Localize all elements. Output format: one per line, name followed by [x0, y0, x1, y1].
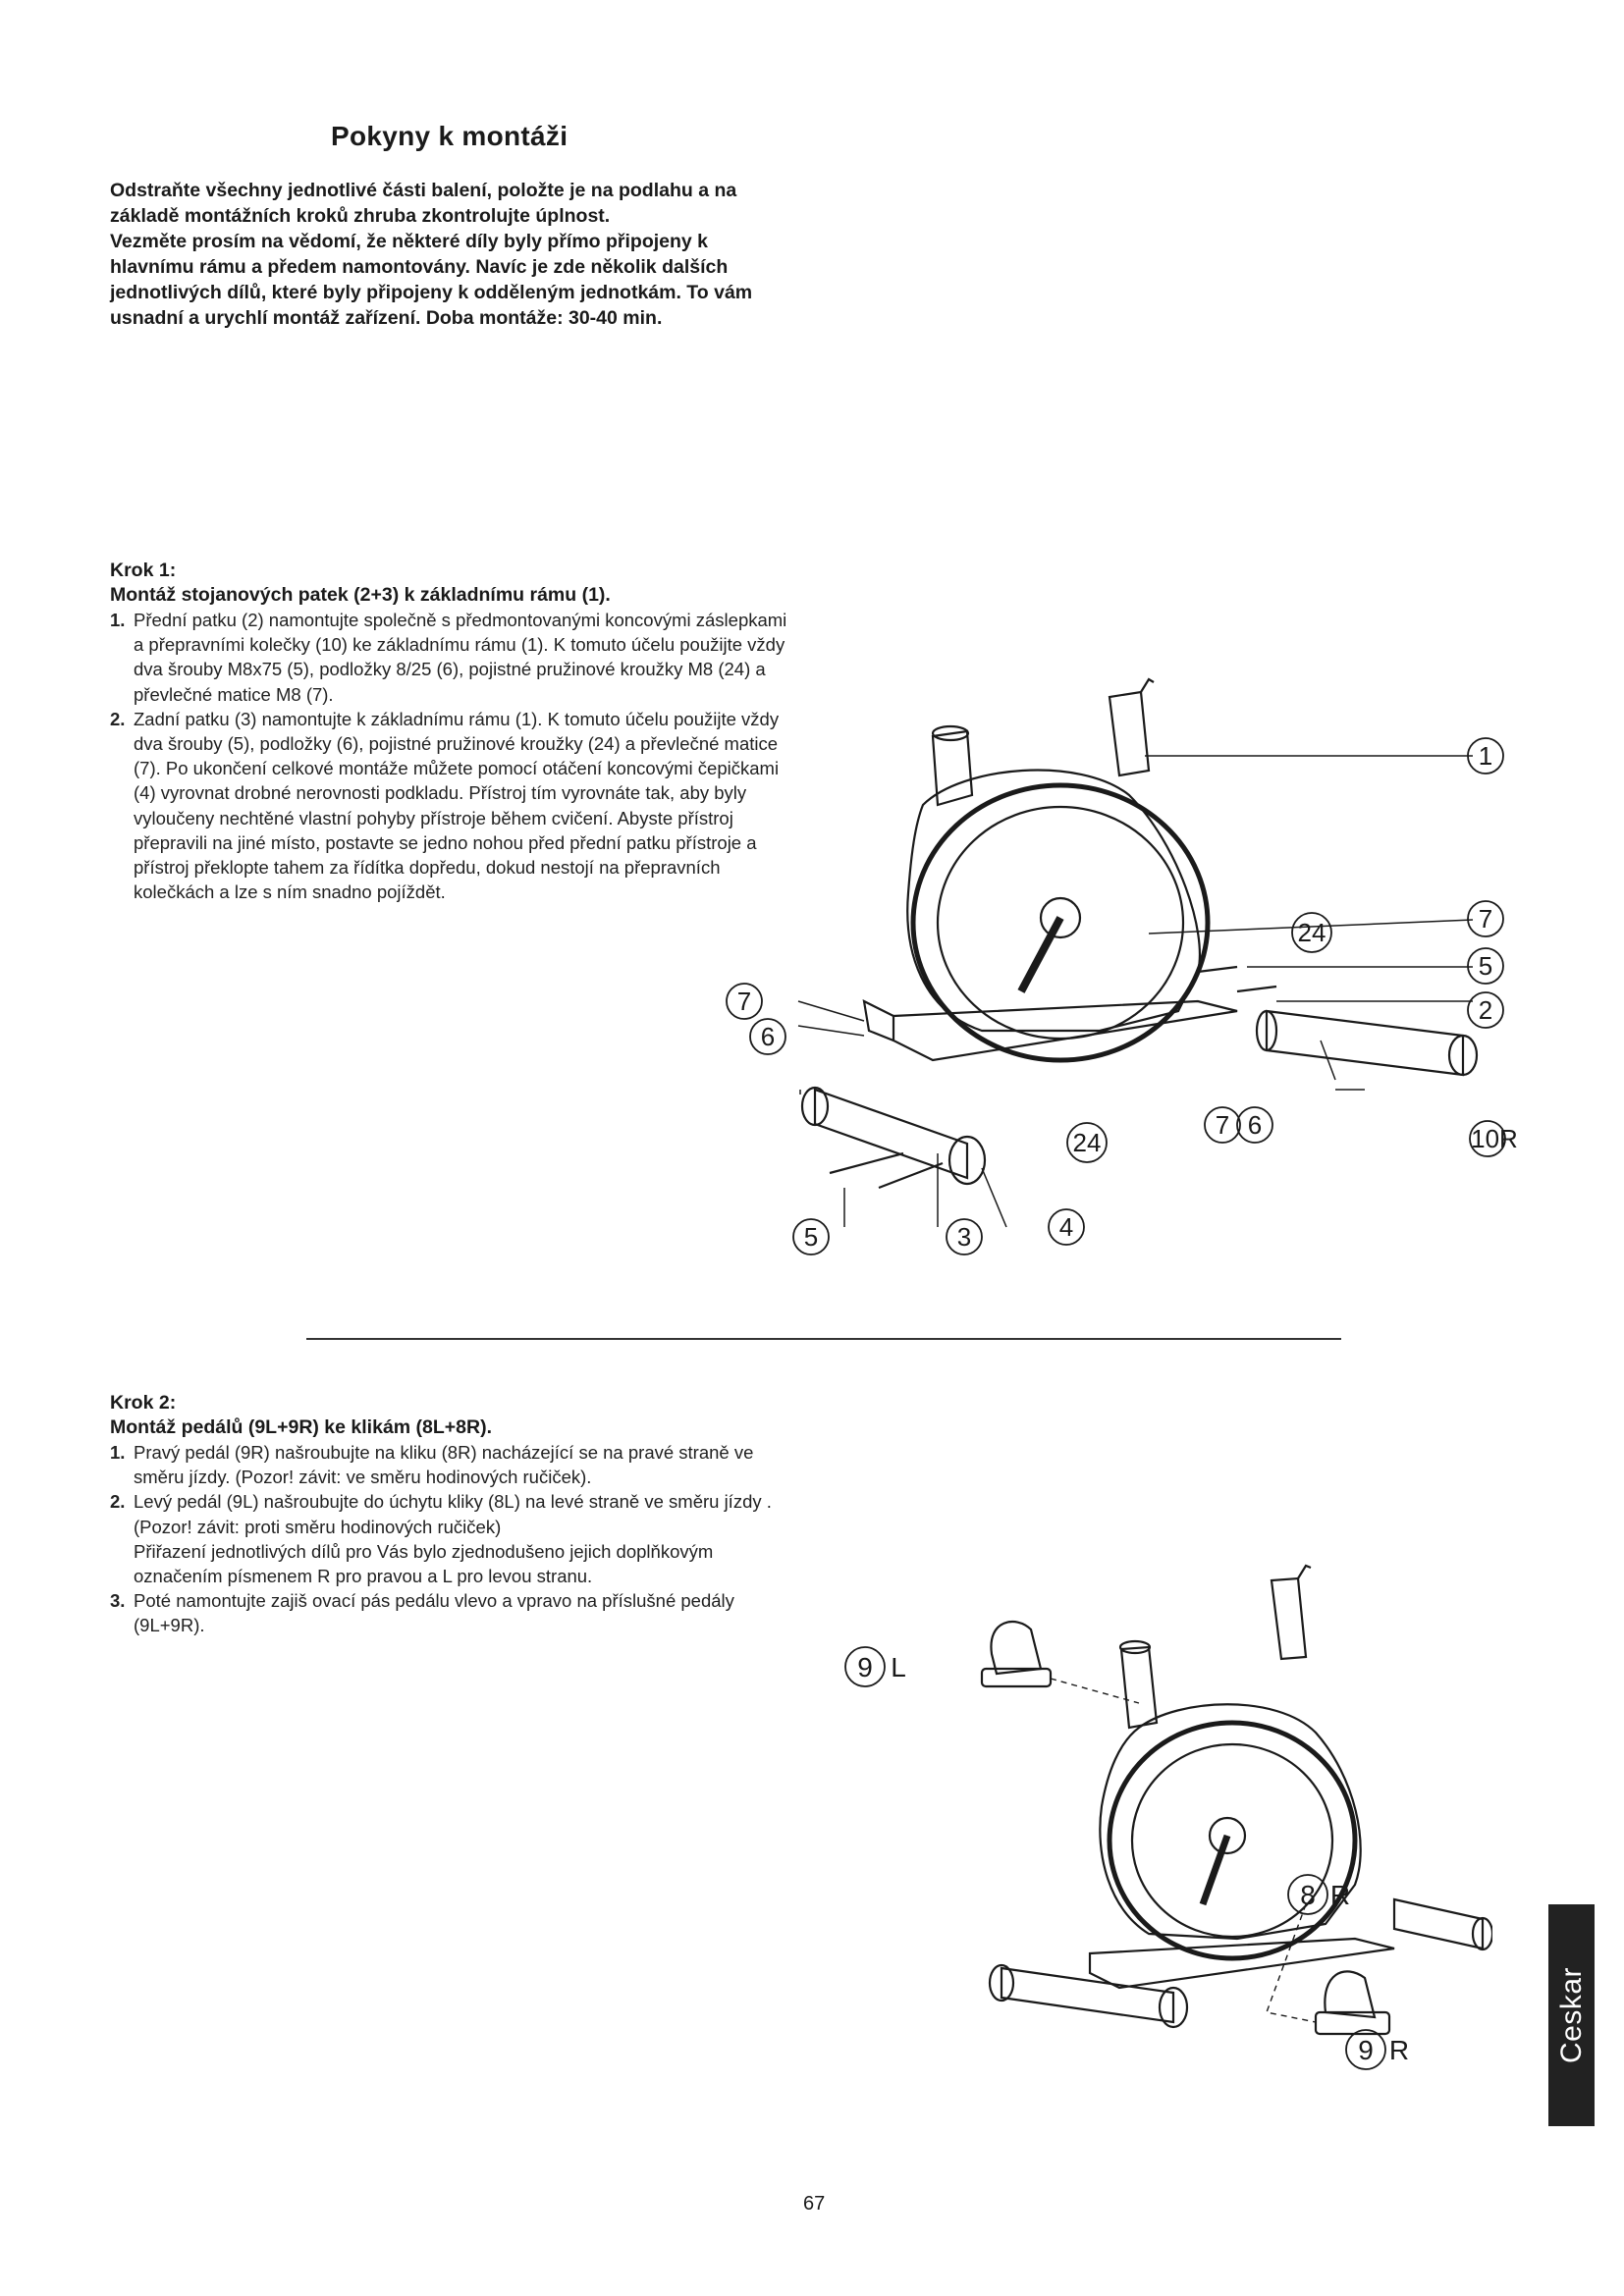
label-7: 7	[1478, 904, 1493, 934]
language-tab	[1548, 1904, 1595, 2126]
step2-item: 2. Levý pedál (9L) našroubujte do úchytu kliky (8L) na levé straně ve směru jízdy . (Pozor! závit: proti směru hodinových ručiček)	[110, 1491, 772, 1537]
label-5: 5	[803, 1222, 819, 1252]
label-24: 24	[1297, 918, 1326, 947]
language-tab-label: Ceskar	[1554, 1966, 1588, 2064]
label-5: 5	[1478, 951, 1493, 981]
label-1: 1	[1478, 741, 1493, 771]
intro-line: základě montážních kroků zhruba zkontrolujte úplnost.	[110, 205, 611, 227]
intro-paragraph	[110, 178, 837, 331]
label-L: L	[891, 1652, 906, 1682]
label-4: 4	[1058, 1212, 1074, 1242]
label-R: R	[1329, 1880, 1351, 1910]
intro-line: usnadní a urychlí montáž zařízení. Doba montáže: 30-40 min.	[110, 307, 663, 329]
intro-line: Odstraňte všechny jednotlivé části balení, položte je na podlahu a na	[110, 180, 737, 201]
label-9: 9	[1358, 2035, 1374, 2065]
label-9: 9	[857, 1652, 873, 1682]
page-number: 67	[803, 2193, 826, 2215]
section-divider	[306, 1338, 1341, 1340]
step1-assembly-diagram	[687, 677, 1571, 1276]
step2-item: 3. Poté namontujte zajiš ovací pás pedálu vlevo a vpravo na příslušné pedály (9L+9R).	[110, 1590, 734, 1636]
intro-line: Vezměte prosím na vědomí, že některé díly byly přímo připojeny k	[110, 231, 709, 252]
step2-item: 1. Pravý pedál (9R) našroubujte na kliku (8R) nacházející se na pravé straně ve směru jízdy. (Pozor! závit: ve směru hodinových ručiček).	[110, 1442, 754, 1488]
label-R: R	[1388, 2035, 1410, 2065]
label-8: 8	[1300, 1880, 1316, 1910]
label-6: 6	[1247, 1110, 1263, 1140]
label-3: 3	[956, 1222, 972, 1252]
label-10R: 10R	[1471, 1124, 1518, 1153]
label-6: 6	[760, 1022, 776, 1051]
step1-subtitle: Montáž stojanových patek (2+3) k základnímu rámu (1).	[110, 584, 611, 606]
step2-note: Přiřazení jednotlivých dílů pro Vás bylo zjednodušeno jejich doplňkovým označením písmenem R pro pravou a L pro levou stranu.	[134, 1540, 714, 1587]
step1-item: 1. Přední patku (2) namontujte společně s předmontovanými koncovými záslepkami a přepravními kolečky (10) ke základnímu rámu (1). K tomuto účelu použijte vždy dva šrouby M8x75 (5), podložky 8/25 (6), pojistné pružinové kroužky M8 (24) a převlečné matice M8 (7).	[110, 610, 787, 705]
intro-line: jednotlivých dílů, které byly připojeny k odděleným jednotkám. To vám	[110, 282, 753, 303]
step2-instructions	[110, 1440, 797, 1539]
intro-line: hlavnímu rámu a předem namontovány. Navíc je zde několik dalších	[110, 256, 729, 278]
step2-section	[110, 1391, 797, 1638]
step2-instructions-cont	[110, 1588, 797, 1637]
step2-title: Krok 2:	[110, 1392, 177, 1414]
step1-title: Krok 1:	[110, 560, 177, 581]
label-7: 7	[736, 987, 752, 1016]
step1-item: 2. Zadní patku (3) namontujte k základnímu rámu (1). K tomuto účelu použijte vždy dva šrouby (5), podložky (6), pojistné pružinové kroužky (24) a převlečné matice (7). Po ukončení celkové montáže můžete pomocí otáčení koncovými čepičkami (4) vyrovnat drobné nerovnosti podkladu. Přístroj tím vyrovnáte tak, aby byly vyloučeny nechtěné vlastní pohyby přístroje během cvičení. Abyste přístroj přepravili na jiné místo, postavte se jedno nohou před přední patku přístroje a přístroj překlopte tahem za řídítka dopředu, dokud nestojí na přepravních kolečkách a lze s ním snadno pojíždět.	[110, 708, 780, 903]
label-2: 2	[1478, 995, 1493, 1025]
label-24: 24	[1072, 1128, 1102, 1157]
step2-subtitle: Montáž pedálů (9L+9R) ke klikám (8L+8R).	[110, 1416, 493, 1438]
page-title: Pokyny k montáži	[331, 121, 568, 151]
step2-pedal-diagram	[844, 1561, 1492, 2091]
label-7: 7	[1215, 1110, 1230, 1140]
